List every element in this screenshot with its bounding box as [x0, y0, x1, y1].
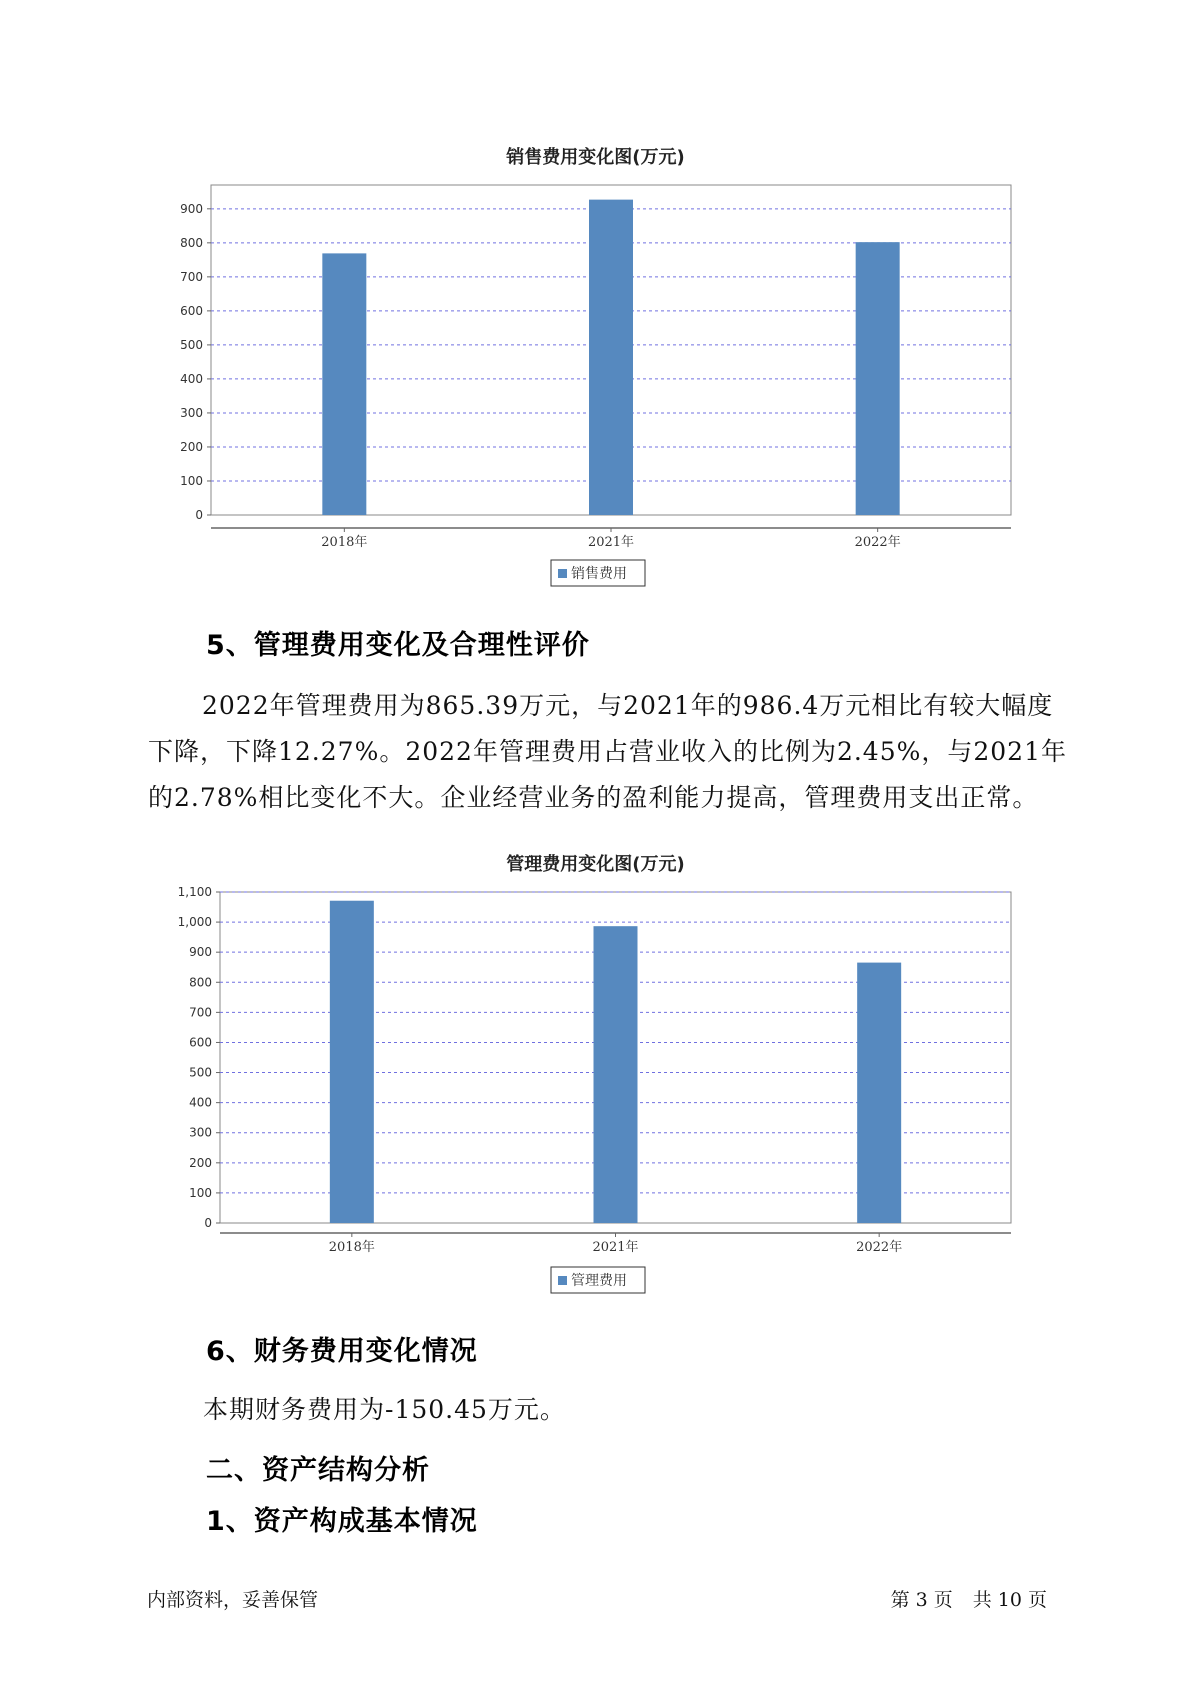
footer-confidential: 内部资料，妥善保管 — [147, 1589, 319, 1611]
y-tick-label: 800 — [189, 975, 212, 990]
y-tick-label: 700 — [180, 269, 203, 284]
y-tick-label: 100 — [180, 473, 203, 488]
legend-swatch — [558, 1276, 567, 1285]
bar-2022年 — [857, 963, 901, 1223]
page-total: 10 — [997, 1589, 1022, 1611]
x-tick-label: 2021年 — [587, 535, 635, 550]
y-tick-label: 500 — [180, 337, 203, 352]
y-tick-label: 1,100 — [177, 885, 212, 899]
y-tick-label: 400 — [189, 1095, 212, 1110]
y-tick-label: 0 — [204, 1216, 212, 1230]
x-tick-label: 2022年 — [854, 535, 901, 550]
y-tick-label: 200 — [189, 1155, 212, 1170]
y-tick-label: 500 — [189, 1065, 212, 1080]
chart1-title: 销售费用变化图(万元) — [506, 147, 685, 168]
x-tick-label: 2021年 — [592, 1240, 639, 1255]
chart-legend — [551, 1267, 645, 1293]
y-tick-label: 400 — [180, 371, 203, 386]
part2-heading: 二、资产结构分析 — [206, 1455, 430, 1486]
bar-2021年 — [594, 926, 638, 1223]
page-current: 3 — [915, 1589, 928, 1611]
page-label-end: 页 — [933, 1589, 953, 1611]
legend-label: 销售费用 — [571, 566, 627, 582]
y-tick-label: 200 — [180, 439, 203, 454]
y-tick-label: 800 — [180, 235, 203, 250]
section5-heading: 5、管理费用变化及合理性评价 — [206, 630, 590, 661]
y-tick-label: 700 — [189, 1005, 212, 1020]
y-tick-label: 1,000 — [177, 915, 212, 930]
y-tick-label: 900 — [180, 201, 203, 216]
x-tick-label: 2018年 — [328, 1240, 375, 1255]
section6-heading: 6、财务费用变化情况 — [206, 1336, 478, 1367]
total-label-end: 页 — [1027, 1589, 1047, 1611]
part2-subheading: 1、资产构成基本情况 — [206, 1506, 478, 1537]
bar-2018年 — [330, 901, 374, 1223]
section6-text: 本期财务费用为-150.45万元。 — [203, 1395, 566, 1424]
y-tick-label: 600 — [180, 303, 203, 318]
page-label-start: 第 — [890, 1589, 910, 1611]
y-tick-label: 900 — [189, 945, 212, 960]
total-label-start: 共 — [972, 1589, 992, 1611]
y-tick-label: 300 — [180, 405, 203, 420]
section5-paragraph-text: 2022年管理费用为865.39万元，与2021年的986.4万元相比有较大幅度下降，下降12.27%。2022年管理费用占营业收入的比例为2.45%，与2021年的2.78%相比变化不大。企业经营业务的盈利能力提高，管理费用支出正常。 — [148, 691, 1067, 812]
footer-page-number — [891, 1585, 1053, 1612]
y-tick-label: 100 — [189, 1185, 212, 1200]
legend-label: 管理费用 — [571, 1273, 627, 1289]
y-tick-label: 600 — [189, 1035, 212, 1050]
y-tick-label: 0 — [195, 508, 203, 522]
x-tick-label: 2018年 — [321, 535, 368, 550]
x-tick-label: 2022年 — [856, 1240, 903, 1255]
y-tick-label: 300 — [189, 1125, 212, 1140]
chart2-title: 管理费用变化图(万元) — [506, 854, 685, 875]
